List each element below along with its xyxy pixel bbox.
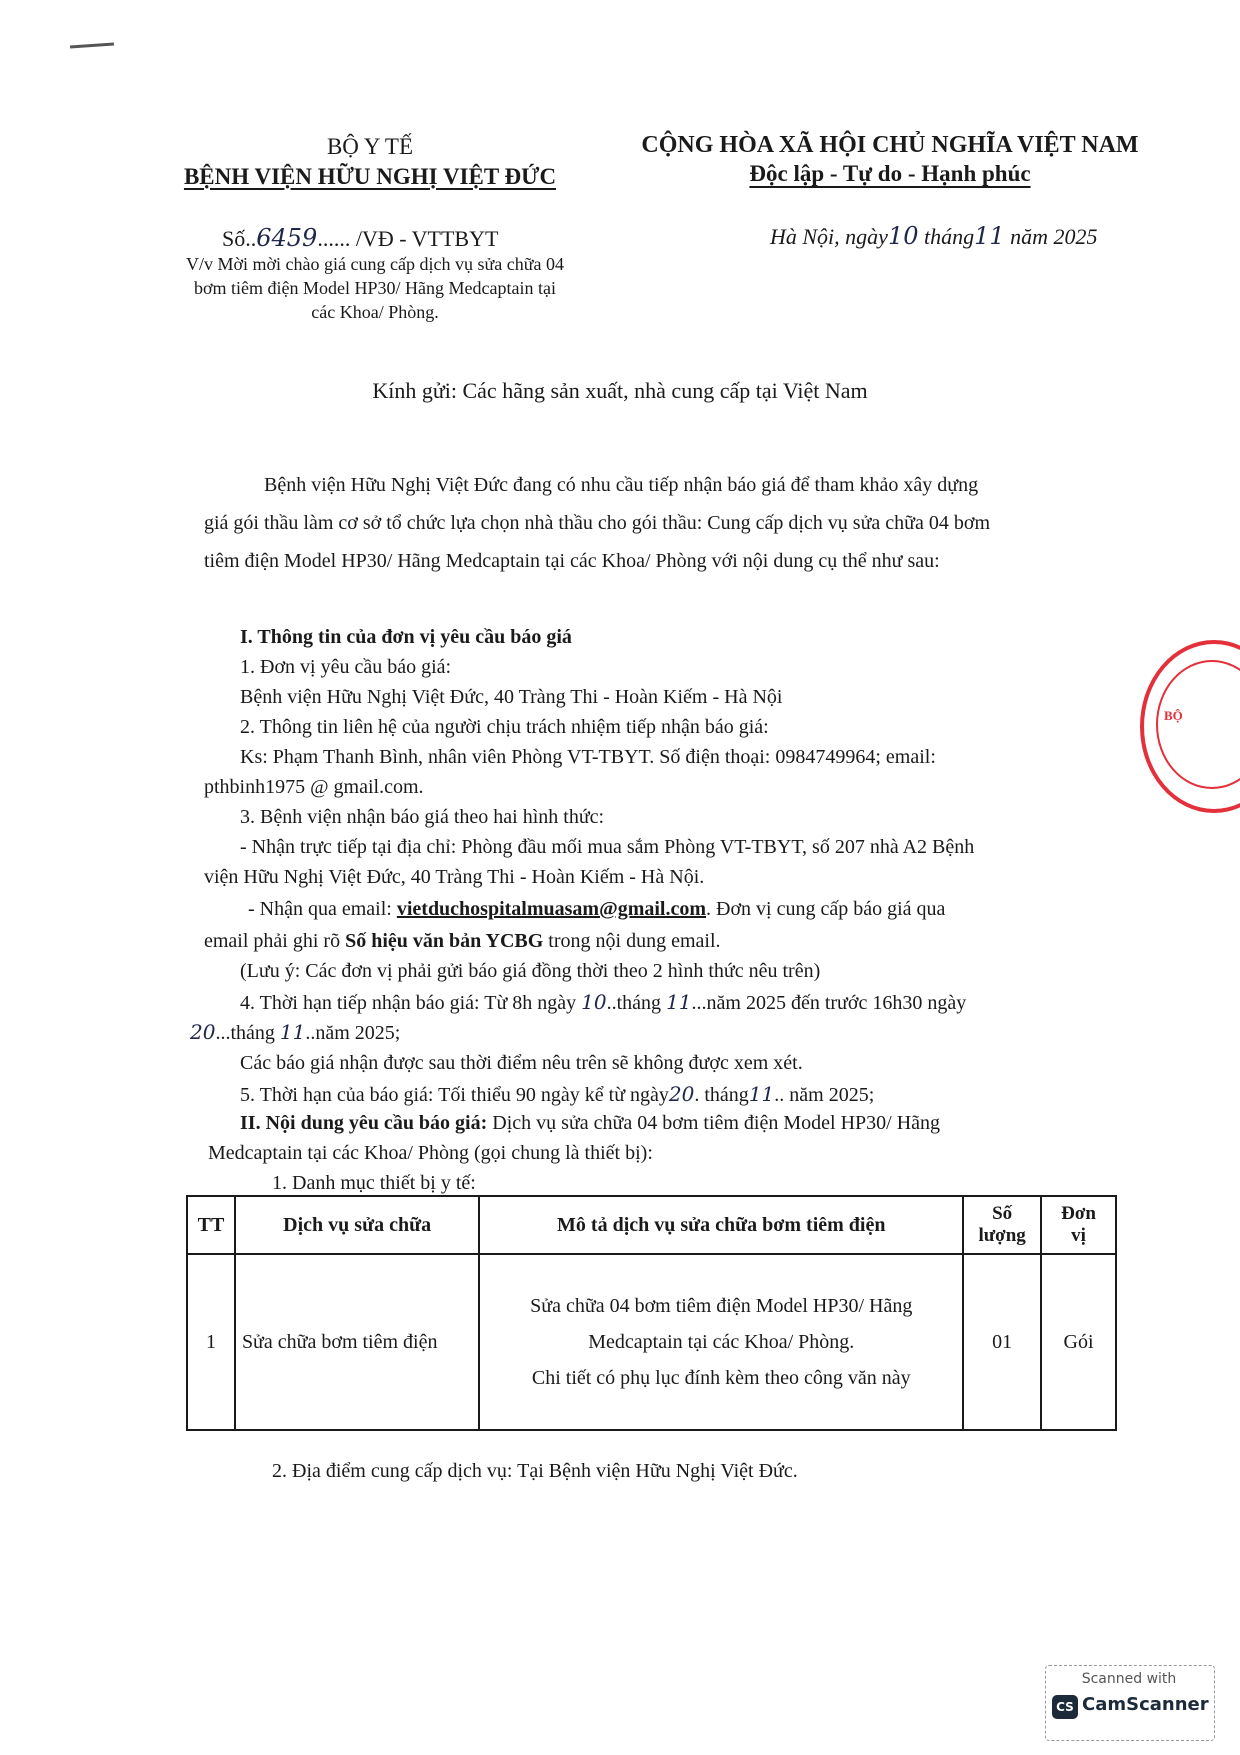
hospital-name: BỆNH VIỆN HỮU NGHỊ VIỆT ĐỨC xyxy=(183,164,557,189)
col-description: Mô tả dịch vụ sửa chữa bơm tiêm điện xyxy=(479,1196,963,1254)
section2-heading: II. Nội dung yêu cầu báo giá: Dịch vụ sửa chữa 04 bơm tiêm điện Model HP30/ Hãng xyxy=(240,1112,941,1134)
item2-line2: pthbinh1975 @ gmail.com. xyxy=(204,776,424,798)
handwritten-number: 6459 xyxy=(256,224,318,252)
national-header xyxy=(590,132,1190,187)
cell-description: Sửa chữa 04 bơm tiêm điện Model HP30/ Hãng Medcaptain tại các Khoa/ Phòng. Chi tiết có phụ lục đính kèm theo công văn này xyxy=(479,1254,963,1430)
item2-label: 2. Thông tin liên hệ của người chịu trách nhiệm tiếp nhận báo giá: xyxy=(240,716,769,738)
item4-line2: 20...tháng 11..năm 2025; xyxy=(190,1020,401,1044)
motto: Độc lập - Tự do - Hạnh phúc xyxy=(749,161,1031,186)
col-quantity: Số lượng xyxy=(963,1196,1041,1254)
issuer-header xyxy=(140,134,600,190)
handwritten-day: 10 xyxy=(887,222,919,250)
item2-line1: Ks: Phạm Thanh Bình, nhân viên Phòng VT-TBYT. Số điện thoại: 0984749964; email: xyxy=(240,746,936,768)
camscanner-logo-icon: CS xyxy=(1052,1695,1078,1719)
item5-line: 5. Thời hạn của báo giá: Tối thiểu 90 ngày kể từ ngày20. tháng11.. năm 2025; xyxy=(240,1082,875,1106)
item4-line1: 4. Thời hạn tiếp nhận báo giá: Từ 8h ngày 10..tháng 11...năm 2025 đến trước 16h30 ngày xyxy=(240,990,967,1014)
item3-note: (Lưu ý: Các đơn vị phải gửi báo giá đồng thời theo 2 hình thức nêu trên) xyxy=(240,960,821,982)
col-service: Dịch vụ sửa chữa xyxy=(235,1196,479,1254)
item3-label: 3. Bệnh viện nhận báo giá theo hai hình thức: xyxy=(240,806,605,828)
col-unit: Đơn vị xyxy=(1041,1196,1116,1254)
section2-sub2: 2. Địa điểm cung cấp dịch vụ: Tại Bệnh viện Hữu Nghị Việt Đức. xyxy=(272,1460,798,1482)
camscanner-caption: Scanned with xyxy=(1081,1671,1177,1687)
camscanner-name: CamScanner xyxy=(1082,1694,1209,1715)
country-name: CỘNG HÒA XÃ HỘI CHỦ NGHĨA VIỆT NAM xyxy=(641,132,1139,158)
item4-note: Các báo giá nhận được sau thời điểm nêu trên sẽ không được xem xét. xyxy=(240,1052,803,1074)
item1-value: Bệnh viện Hữu Nghị Việt Đức, 40 Tràng Thi - Hoàn Kiếm - Hà Nội xyxy=(240,686,783,708)
item3-email-line2: email phải ghi rõ Số hiệu văn bản YCBG trong nội dung email. xyxy=(204,930,721,952)
document-number: Số..6459...... /VĐ - VTTBYT xyxy=(222,224,499,252)
recipient-line: Kính gửi: Các hãng sản xuất, nhà cung cấp tại Việt Nam xyxy=(372,378,868,403)
table-header-row xyxy=(187,1196,1116,1254)
section2-sub1: 1. Danh mục thiết bị y tế: xyxy=(272,1172,476,1194)
document-subject: V/v Mời mời chào giá cung cấp dịch vụ sửa chữa 04 bơm tiêm điện Model HP30/ Hãng Medcaptain tại các Khoa/ Phòng. xyxy=(186,254,564,322)
col-tt: TT xyxy=(187,1196,235,1254)
cell-tt: 1 xyxy=(187,1254,235,1430)
section2-line2: Medcaptain tại các Khoa/ Phòng (gọi chung là thiết bị): xyxy=(208,1142,653,1164)
cell-unit: Gói xyxy=(1041,1254,1116,1430)
item3-email-line: - Nhận qua email: vietduchospitalmuasam@gmail.com. Đơn vị cung cấp báo giá qua xyxy=(248,898,946,920)
seal-text: BỘ xyxy=(1164,708,1183,723)
item3-direct-line2: viện Hữu Nghị Việt Đức, 40 Tràng Thi - Hoàn Kiếm - Hà Nội. xyxy=(204,866,705,888)
scan-artifact xyxy=(70,42,114,48)
table-row xyxy=(187,1254,1116,1430)
item1-label: 1. Đơn vị yêu cầu báo giá: xyxy=(240,656,452,678)
intro-paragraph: Bệnh viện Hữu Nghị Việt Đức đang có nhu cầu tiếp nhận báo giá để tham khảo xây dựng giá gói thầu làm cơ sở tổ chức lựa chọn nhà thầu cho gói thầu: Cung cấp dịch vụ sửa chữa 04 bơm tiêm điện Model HP30/ Hãng Medcaptain tại các Khoa/ Phòng với nội dung cụ thể như sau: xyxy=(204,474,991,572)
cell-service: Sửa chữa bơm tiêm điện xyxy=(235,1254,479,1430)
equipment-table xyxy=(186,1195,1117,1431)
cell-quantity: 01 xyxy=(963,1254,1041,1430)
handwritten-month: 11 xyxy=(974,222,1005,250)
section1-heading: I. Thông tin của đơn vị yêu cầu báo giá xyxy=(240,626,572,648)
date-line: Hà Nội, ngày10 tháng11 năm 2025 xyxy=(770,222,1098,250)
ministry-name: BỘ Y TẾ xyxy=(326,134,414,159)
email-link[interactable]: vietduchospitalmuasam@gmail.com xyxy=(396,898,707,920)
item3-direct-line1: - Nhận trực tiếp tại địa chỉ: Phòng đầu mối mua sắm Phòng VT-TBYT, số 207 nhà A2 Bệnh xyxy=(240,836,975,858)
